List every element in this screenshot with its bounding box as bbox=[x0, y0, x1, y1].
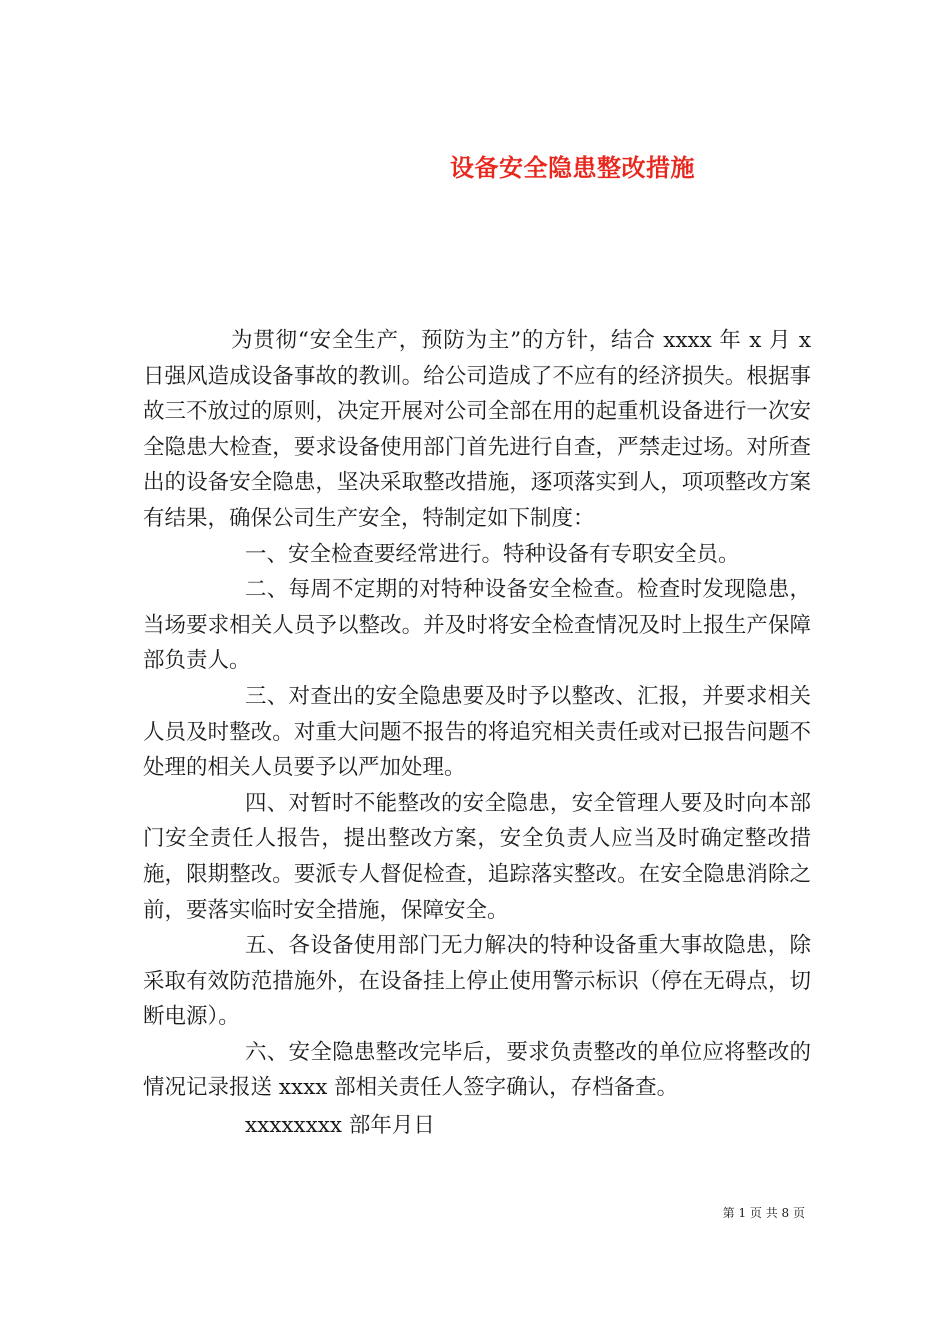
page-number: 第 1 页 共 8 页 bbox=[722, 1206, 805, 1220]
rule-item-1: 一、安全检查要经常进行。特种设备有专职安全员。 bbox=[245, 541, 740, 567]
rule-item-5: 五、各设备使用部门无力解决的特种设备重大事故隐患，除采取有效防范措施外，在设备挂上停止使用警示标识（停在无碍点，切断电源）。 bbox=[143, 933, 811, 1030]
document-body bbox=[143, 323, 811, 1144]
rule-item-4: 四、对暂时不能整改的安全隐患，安全管理人要及时向本部门安全责任人报告，提出整改方案，安全负责人应当及时确定整改措施，限期整改。要派专人督促检查，追踪落实整改。在安全隐患消除之前，要落实临时安全措施，保障安全。 bbox=[143, 790, 811, 923]
intro-paragraph: 为贯彻“安全生产，预防为主”的方针，结合 xxxx 年 x 月 x 日强风造成设备事故的教训。给公司造成了不应有的经济损失。根据事故三不放过的原则，决定开展对公司全部在用的起重机设备进行一次安全隐患大检查，要求设备使用部门首先进行自查，严禁走过场。对所查出的设备安全隐患，坚决采取整改措施，逐项落实到人，项项整改方案有结果，确保公司生产安全，特制定如下制度： bbox=[143, 328, 811, 531]
signature-line: xxxxxxxx 部年月日 bbox=[245, 1113, 435, 1139]
rule-item-6: 六、安全隐患整改完毕后，要求负责整改的单位应将整改的情况记录报送 xxxx 部相关责任人签字确认，存档备查。 bbox=[143, 1039, 811, 1101]
document-title: 设备安全隐患整改措施 bbox=[450, 154, 695, 183]
page-footer bbox=[0, 1204, 950, 1221]
rule-item-3: 三、对查出的安全隐患要及时予以整改、汇报，并要求相关人员及时整改。对重大问题不报告的将追究相关责任或对已报告问题不处理的相关人员要予以严加处理。 bbox=[143, 683, 811, 781]
rule-item-2: 二、每周不定期的对特种设备安全检查。检查时发现隐患，当场要求相关人员予以整改。并及时将安全检查情况及时上报生产保障部负责人。 bbox=[143, 577, 811, 674]
